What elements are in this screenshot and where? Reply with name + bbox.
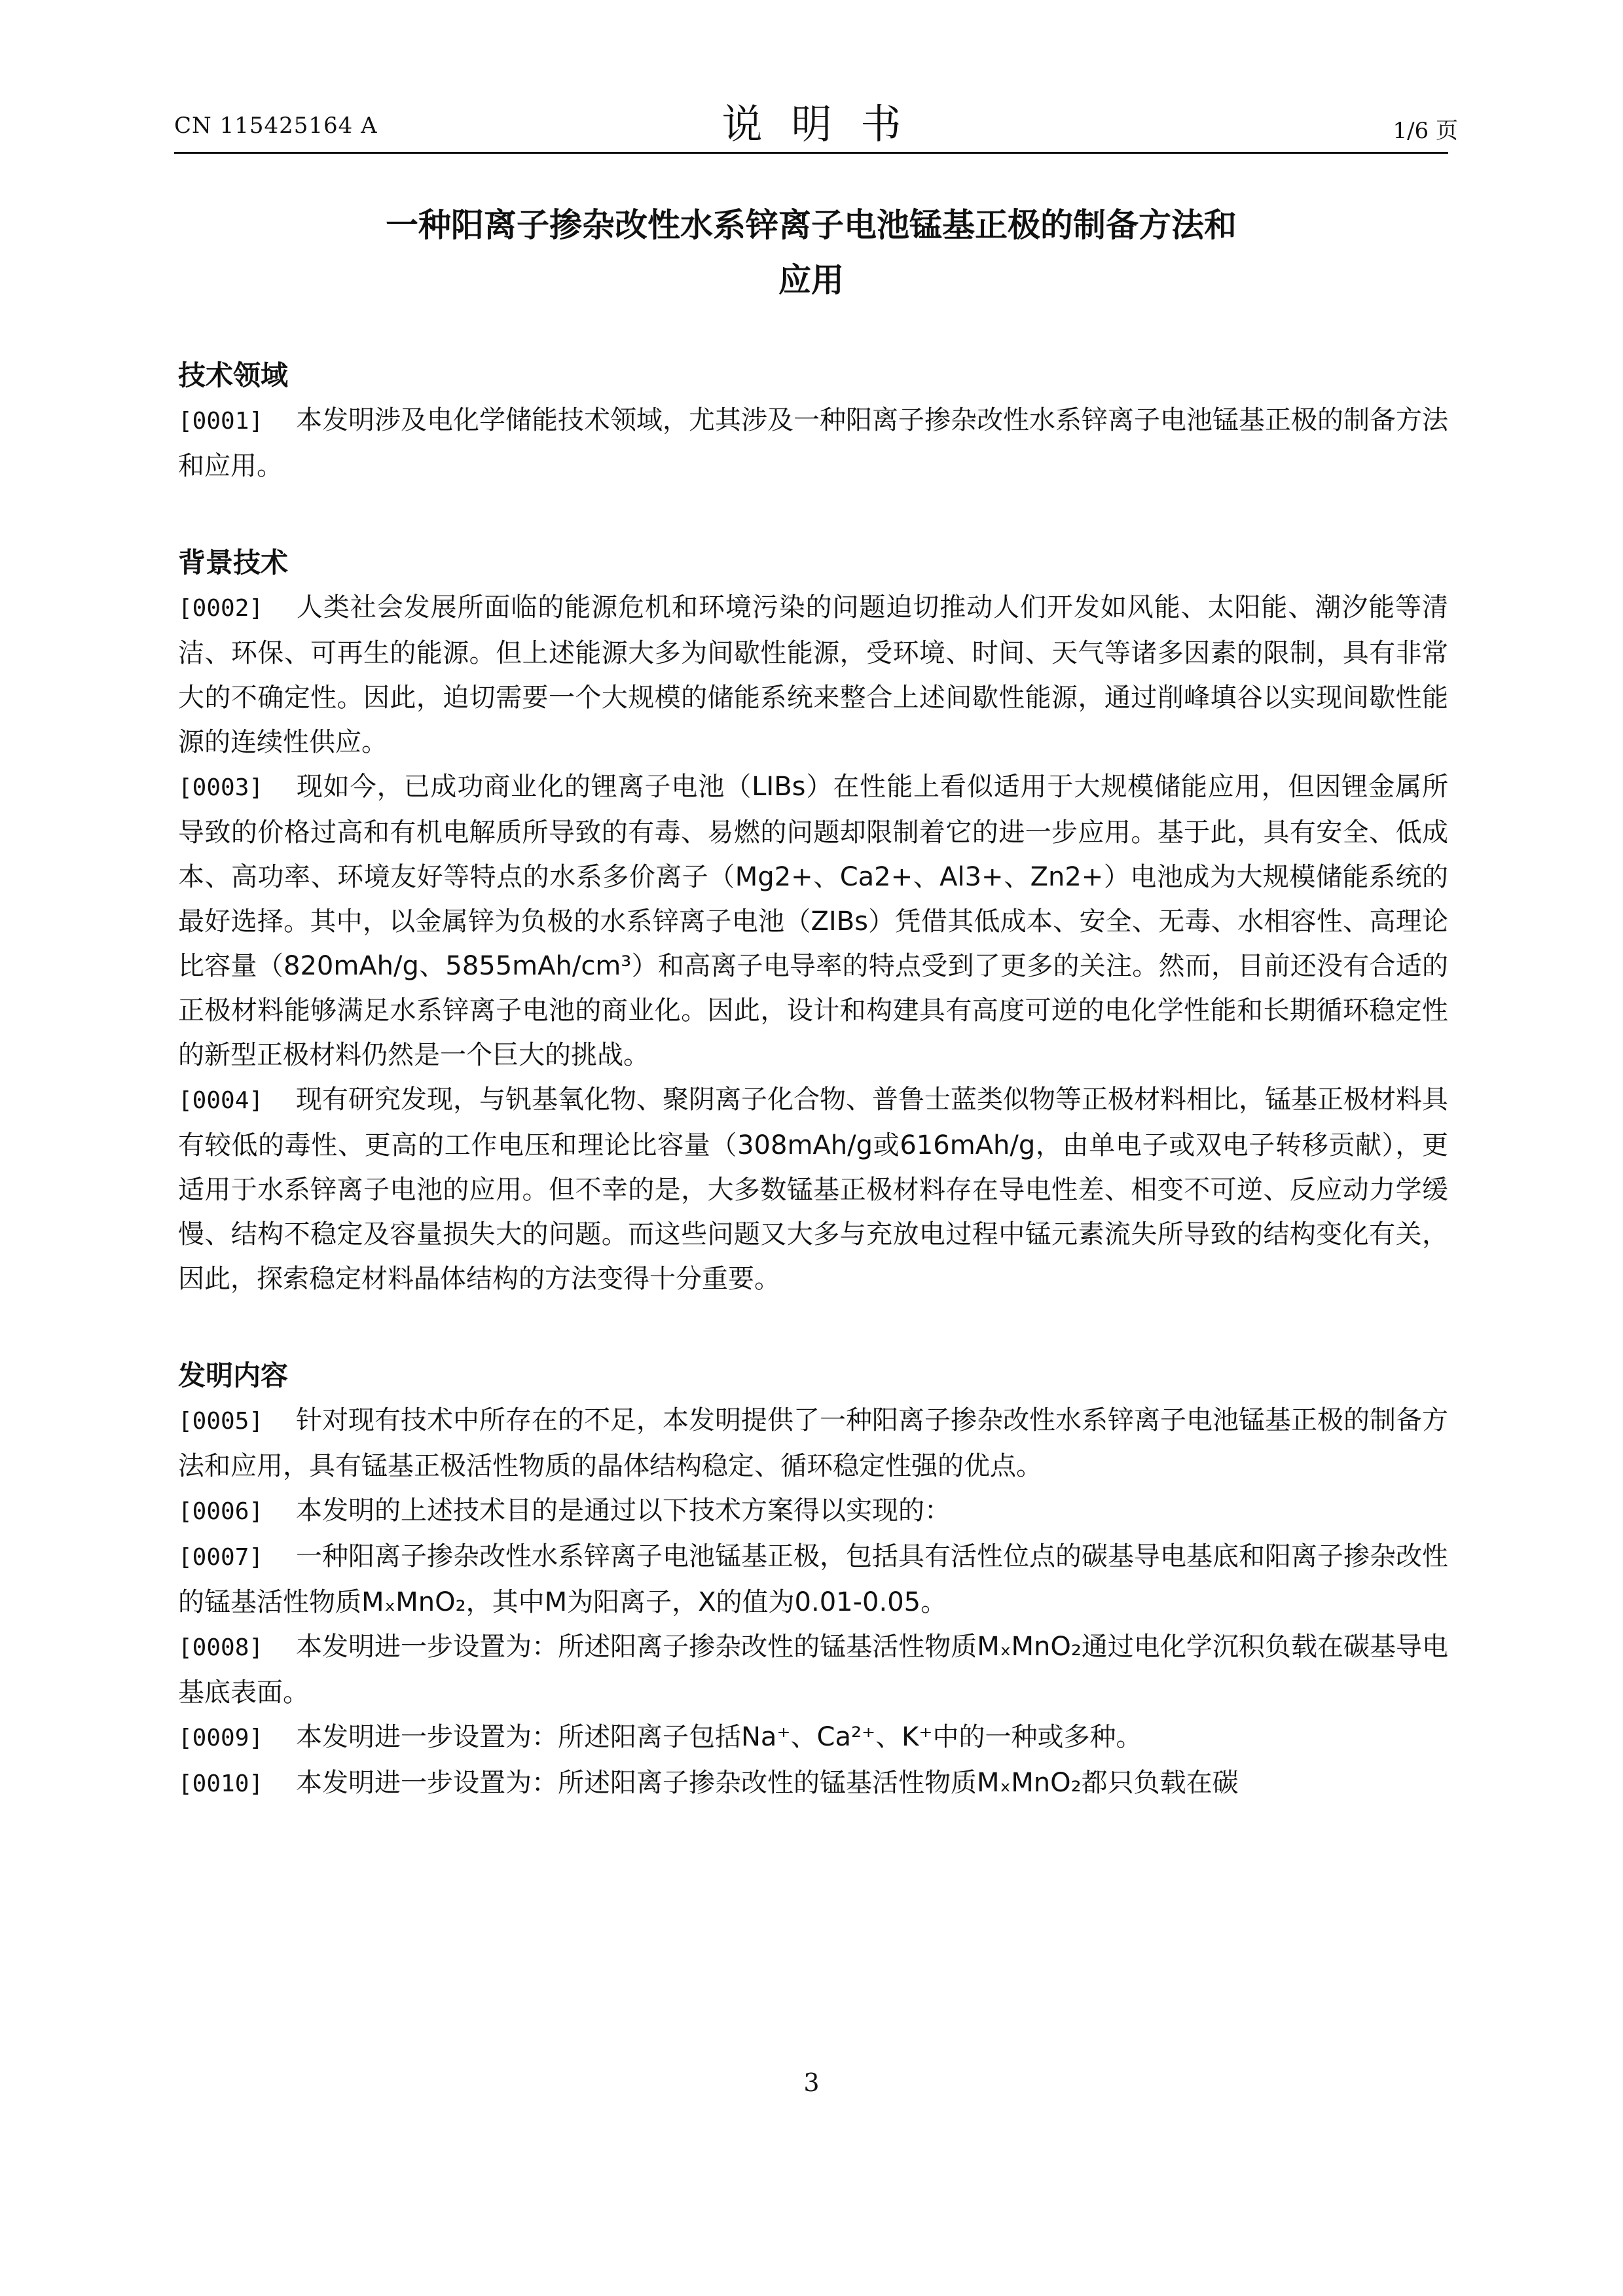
paragraph-number: [0006] (178, 1498, 264, 1525)
paragraph-number: [0010] (178, 1770, 264, 1797)
paragraph (178, 1488, 1448, 1534)
header-divider (174, 152, 1448, 154)
paragraph (178, 398, 1448, 488)
paragraph-number: [0002] (178, 595, 264, 622)
invention-title (174, 198, 1448, 308)
paragraph-text: 现有研究发现，与钒基氧化物、聚阴离子化合物、普鲁士蓝类似物等正极材料相比，锰基正极材料具有较低的毒性、更高的工作电压和理论比容量（308mAh/g或616mAh/g，由单电子或双电子转移贡献），更适用于水系锌离子电池的应用。但不幸的是，大多数锰基正极材料存在导电性差、相变不可逆、反应动力学缓慢、结构不稳定及容量损失大的问题。而这些问题又大多与充放电过程中锰元素流失所导致的结构变化有关，因此，探索稳定材料晶体结构的方法变得十分重要。 (178, 1085, 1448, 1294)
paragraph-number: [0003] (178, 774, 264, 801)
paragraph-number: [0008] (178, 1634, 264, 1661)
paragraph-text: 本发明涉及电化学储能技术领域，尤其涉及一种阳离子掺杂改性水系锌离子电池锰基正极的制备方法和应用。 (178, 405, 1448, 481)
paragraph-number: [0005] (178, 1408, 264, 1435)
paragraph (178, 1624, 1448, 1715)
title-line-1: 一种阳离子掺杂改性水系锌离子电池锰基正极的制备方法和 (386, 206, 1237, 244)
paragraph-text: 本发明进一步设置为：所述阳离子掺杂改性的锰基活性物质MₓMnO₂都只负载在碳 (296, 1768, 1239, 1798)
description-body (178, 353, 1448, 1806)
paragraph (178, 1398, 1448, 1488)
title-line-2: 应用 (778, 261, 844, 299)
page-number: 3 (803, 2068, 820, 2097)
paragraph (178, 764, 1448, 1077)
paragraph-text: 本发明的上述技术目的是通过以下技术方案得以实现的： (296, 1496, 951, 1526)
paragraph-text: 针对现有技术中所存在的不足，本发明提供了一种阳离子掺杂改性水系锌离子电池锰基正极的制备方法和应用，具有锰基正极活性物质的晶体结构稳定、循环稳定性强的优点。 (178, 1405, 1448, 1481)
paragraph (178, 1761, 1448, 1806)
paragraph-number: [0009] (178, 1725, 264, 1751)
paragraph-text: 现如今，已成功商业化的锂离子电池（LIBs）在性能上看似适用于大规模储能应用，但因锂金属所导致的价格过高和有机电解质所导致的有毒、易燃的问题却限制着它的进一步应用。基于此，具有安全、低成本、高功率、环境友好等特点的水系多价离子（Mg2+、Ca2+、Al3+、Zn2+）电池成为大规模储能系统的最好选择。其中，以金属锌为负极的水系锌离子电池（ZIBs）凭借其低成本、安全、无毒、水相容性、高理论比容量（820mAh/g、5855mAh/cm³）和高离子电导率的特点受到了更多的关注。然而，目前还没有合适的正极材料能够满足水系锌离子电池的商业化。因此，设计和构建具有高度可逆的电化学性能和长期循环稳定性的新型正极材料仍然是一个巨大的挑战。 (178, 772, 1448, 1070)
document-type-heading: 说明书 (721, 100, 930, 148)
section-heading-technical-field: 技术领域 (178, 359, 289, 391)
paragraph (178, 1077, 1448, 1301)
paragraph-number: [0007] (178, 1544, 264, 1571)
paragraph-number: [0001] (178, 408, 264, 435)
paragraph (178, 585, 1448, 764)
paragraph-text: 一种阳离子掺杂改性水系锌离子电池锰基正极，包括具有活性位点的碳基导电基底和阳离子掺杂改性的锰基活性物质MₓMnO₂，其中M为阳离子，X的值为0.01-0.05。 (178, 1541, 1448, 1617)
paragraph-text: 人类社会发展所面临的能源危机和环境污染的问题迫切推动人们开发如风能、太阳能、潮汐能等清洁、环保、可再生的能源。但上述能源大多为间歇性能源，受环境、时间、天气等诸多因素的限制，具有非常大的不确定性。因此，迫切需要一个大规模的储能系统来整合上述间歇性能源，通过削峰填谷以实现间歇性能源的连续性供应。 (178, 592, 1448, 757)
paragraph (178, 1534, 1448, 1624)
page-indicator: 1/6 页 (1393, 118, 1458, 144)
patent-number: CN 115425164 A (174, 113, 378, 139)
paragraph-number: [0004] (178, 1087, 264, 1114)
paragraph (178, 1715, 1448, 1761)
section-heading-summary: 发明内容 (178, 1359, 289, 1391)
paragraph-text: 本发明进一步设置为：所述阳离子包括Na⁺、Ca²⁺、K⁺中的一种或多种。 (296, 1722, 1142, 1752)
section-heading-background: 背景技术 (178, 547, 289, 579)
paragraph-text: 本发明进一步设置为：所述阳离子掺杂改性的锰基活性物质MₓMnO₂通过电化学沉积负载在碳基导电基底表面。 (178, 1632, 1448, 1708)
